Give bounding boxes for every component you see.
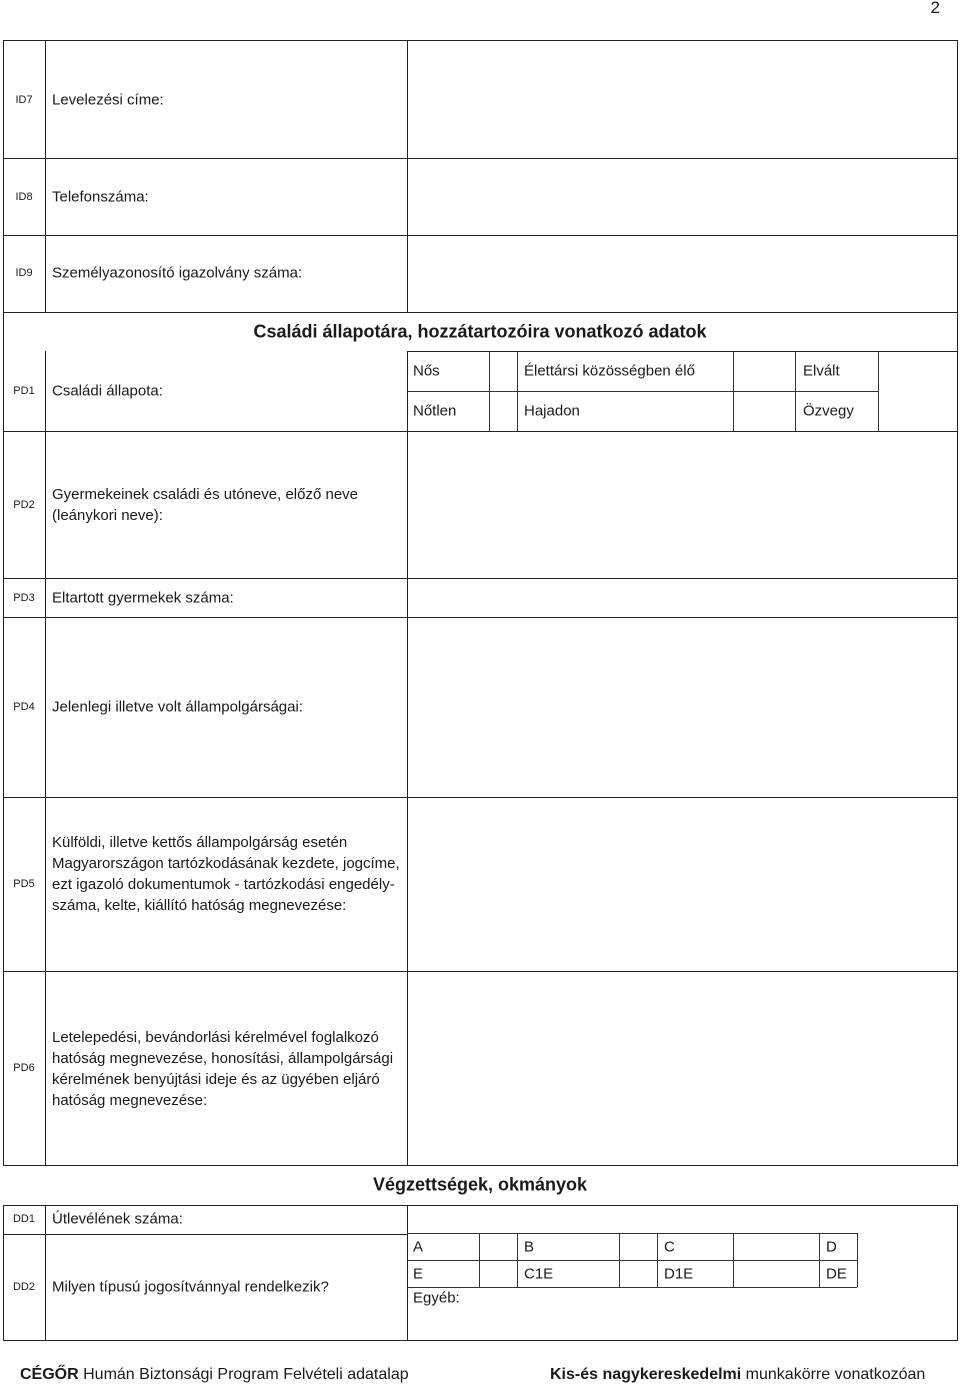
row-label: Telefonszáma:: [52, 188, 149, 206]
row-code: PD3: [13, 592, 35, 604]
row-code: ID8: [15, 191, 33, 203]
row-code: ID9: [15, 267, 33, 279]
row-code: PD1: [13, 385, 35, 397]
footer-right-text: munkakörre vonatkozóan: [741, 1366, 926, 1383]
license-category[interactable]: DE: [826, 1265, 847, 1283]
row-label: Külföldi, illetve kettős állampolgárság esetén Magyarországon tartózkodásának kezdete, jogcíme, ezt igazoló dokumentumok - tartózkodási engedély- száma, kelte, kiállító hatóság megnevezése:: [52, 834, 400, 914]
row-label: Személyazonosító igazolvány száma:: [52, 264, 303, 282]
license-category[interactable]: C: [664, 1238, 675, 1256]
row-label: Milyen típusú jogosítvánnyal rendelkezik?: [52, 1278, 329, 1296]
row-label: Gyermekeinek családi és utóneve, előző neve (leánykori neve):: [52, 486, 359, 524]
row-label: Letelepedési, bevándorlási kérelmével foglalkozó hatóság megnevezése, honosítási, állampolgársági kérelmének benyújtási ideje és az ügyében eljáró hatóság megnevezése:: [52, 1029, 394, 1109]
marital-option[interactable]: Élettársi közösségben élő: [524, 362, 695, 380]
section-heading-family: Családi állapotára, hozzátartozóira vonatkozó adatok: [253, 321, 707, 342]
footer-right-bold: Kis-és nagykereskedelmi: [550, 1366, 742, 1383]
page-number: 2: [930, 0, 940, 17]
row-label: Eltartott gyermekek száma:: [52, 589, 234, 607]
row-code: ID7: [15, 94, 33, 106]
marital-option[interactable]: Elvált: [803, 362, 840, 380]
marital-option[interactable]: Hajadon: [524, 402, 580, 420]
license-category[interactable]: D: [826, 1238, 837, 1256]
footer-right: [550, 1366, 925, 1384]
row-code: DD1: [12, 1213, 35, 1225]
row-label: Családi állapota:: [52, 382, 163, 400]
license-category[interactable]: E: [413, 1265, 424, 1283]
license-category[interactable]: C1E: [524, 1265, 554, 1283]
footer-brand: CÉGŐR: [20, 1366, 79, 1383]
license-other-label: Egyéb:: [413, 1289, 460, 1307]
row-code: PD2: [13, 499, 35, 511]
row-label: Jelenlegi illetve volt állampolgárságai:: [52, 698, 303, 716]
section-heading-docs: Végzettségek, okmányok: [372, 1174, 588, 1195]
row-label: Levelezési címe:: [52, 91, 164, 109]
row-label: Útlevélének száma:: [52, 1210, 183, 1228]
license-category[interactable]: A: [413, 1238, 424, 1256]
row-code: PD6: [13, 1062, 35, 1074]
footer-left: [20, 1366, 409, 1384]
license-category[interactable]: D1E: [664, 1265, 694, 1283]
row-code: DD2: [12, 1281, 35, 1293]
row-code: PD5: [13, 878, 35, 890]
license-category[interactable]: B: [524, 1238, 535, 1256]
footer-left-text: Humán Biztonsági Program Felvételi adatalap: [78, 1366, 409, 1383]
row-code: PD4: [13, 701, 35, 713]
marital-option[interactable]: Nőtlen: [413, 402, 457, 420]
marital-option[interactable]: Nős: [413, 362, 440, 380]
marital-option[interactable]: Özvegy: [803, 402, 854, 420]
